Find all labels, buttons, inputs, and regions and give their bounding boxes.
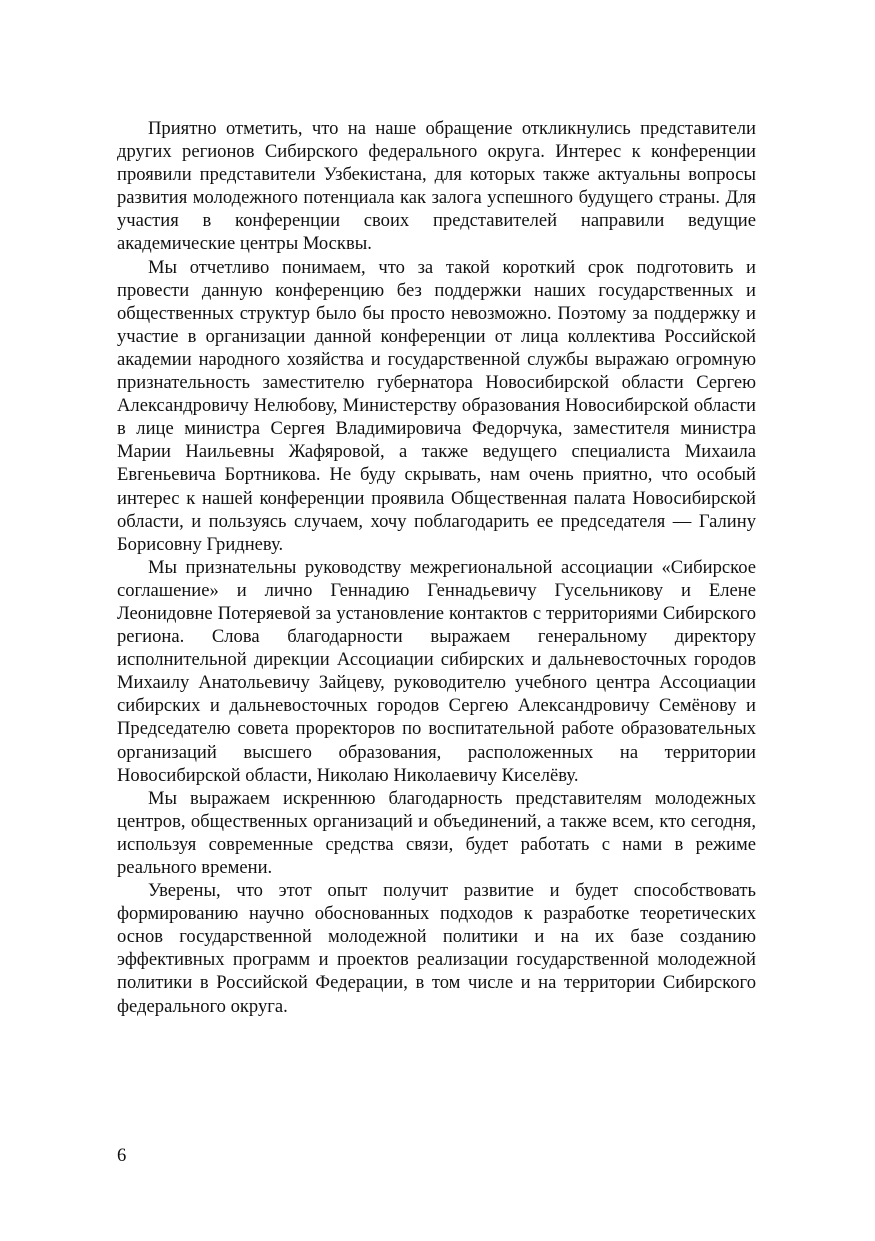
paragraph-conclusion: Уверены, что этот опыт получит развитие и будет способствовать формированию научно обоснованных подходов к разработке теоретических основ государственной молодежной политики и на их базе созданию эффективных программ и проектов реализации государственной молодежной политики в Российской Федерации, в том числе и на территории Сибирского федерального округа. xyxy=(117,880,756,1017)
paragraph-thanks-association: Мы признательны руководству межрегиональной ассоциации «Сибирское соглашение» и лично Геннадию Геннадьевичу Гусельникову и Елене Леонидовне Потеряевой за установление контактов с территориями Сибирского региона. Слова благодарности выражаем генеральному директору исполнительной дирекции Ассоциации сибирских и дальневосточных городов Михаилу Анатольевичу Зайцеву, руководителю учебного центра Ассоциации сибирских и дальневосточных городов Сергею Александровичу Семёнову и Председателю совета проректоров по воспитательной работе образовательных организаций высшего образования, расположенных на территории Новосибирской области, Николаю Николаевичу Киселёву. xyxy=(117,556,756,786)
paragraph-thanks-youth-centers: Мы выражаем искреннюю благодарность представителям молодежных центров, общественных организаций и объединений, а также всем, кто сегодня, используя современные средства связи, будет работать с нами в режиме реального времени. xyxy=(117,787,756,878)
paragraph-thanks-officials: Мы отчетливо понимаем, что за такой короткий срок подготовить и провести данную конференцию без поддержки наших государственных и общественных структур было бы просто невозможно. Поэтому за поддержку и участие в организации данной конференции от лица коллектива Российской академии народного хозяйства и государственной службы выражаю огромную признательность заместителю губернатора Новосибирской области Сергею Александровичу Нелюбову, Министерству образования Новосибирской области в лице министра Сергея Владимировича Федорчука, заместителя министра Марии Наильевны Жафяровой, а также ведущего специалиста Михаила Евгеньевича Бортникова. Не буду скрывать, нам очень приятно, что особый интерес к нашей конференции проявила Общественная палата Новосибирской области, и пользуясь случаем, хочу поблагодарить ее председателя — Галину Борисовну Гридневу. xyxy=(117,256,756,555)
paragraph-regions: Приятно отметить, что на наше обращение откликнулись представители других регионов Сибирского федерального округа. Интерес к конференции проявили представители Узбекистана, для которых также актуальны вопросы развития молодежного потенциала как залога успешного будущего страны. Для участия в конференции своих представителей направили ведущие академические центры Москвы. xyxy=(117,118,756,255)
page-number: 6 xyxy=(117,1145,127,1166)
page-body xyxy=(117,117,756,1018)
